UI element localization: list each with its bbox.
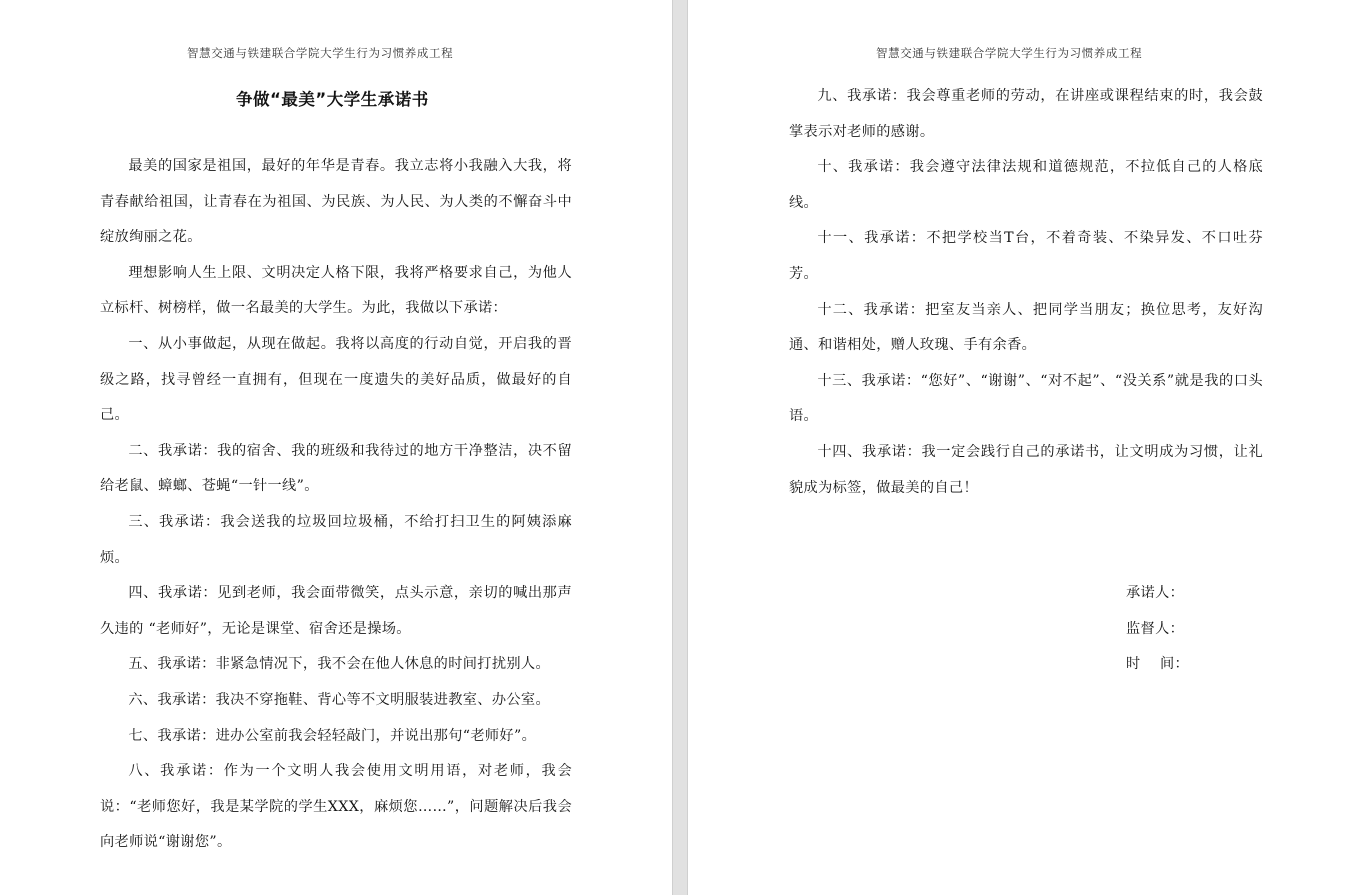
signature-block [1126, 576, 1189, 683]
paragraph: 三、我承诺：我会送我的垃圾回垃圾桶，不给打扫卫生的阿姨添麻烦。 [100, 513, 572, 566]
page-body [789, 79, 1263, 506]
document-page-2 [688, 0, 1361, 895]
paragraph: 十三、我承诺：“您好”、“谢谢”、“对不起”、“没关系”就是我的口头语。 [789, 372, 1263, 425]
promiser-label: 承诺人： [1126, 585, 1185, 601]
paragraph: 二、我承诺：我的宿舍、我的班级和我待过的地方干净整洁，决不留给老鼠、蟑螂、苍蝇“一针一线”。 [100, 442, 572, 495]
paragraph: 十四、我承诺：我一定会践行自己的承诺书，让文明成为习惯，让礼貌成为标签，做最美的自己！ [789, 443, 1263, 496]
paragraph: 四、我承诺：见到老师，我会面带微笑，点头示意，亲切的喊出那声久违的 “老师好”，无论是课堂、宿舍还是操场。 [100, 585, 572, 637]
paragraph: 最美的国家是祖国，最好的年华是青春。我立志将小我融入大我，将青春献给祖国，让青春在为祖国、为民族、为人民、为人类的不懈奋斗中绽放绚丽之花。 [100, 158, 572, 246]
page-body [100, 149, 572, 861]
paragraph: 理想影响人生上限、文明决定人格下限，我将严格要求自己，为他人立标杆、树榜样，做一名最美的大学生。为此，我做以下承诺： [100, 264, 572, 317]
paragraph: 七、我承诺：进办公室前我会轻轻敲门，并说出那句“老师好”。 [128, 727, 537, 744]
paragraph: 十二、我承诺：把室友当亲人、把同学当朋友；换位思考，友好沟通、和谐相处，赠人玫瑰、手有余香。 [789, 301, 1263, 354]
paragraph: 九、我承诺：我会尊重老师的劳动，在讲座或课程结束的时，我会鼓掌表示对老师的感谢。 [789, 88, 1263, 140]
paragraph: 八、我承诺：作为一个文明人我会使用文明用语，对老师，我会说：“老师您好，我是某学院的学生XXX，麻烦您……”，问题解决后我会向老师说“谢谢您”。 [100, 763, 572, 851]
page-header: 智慧交通与铁建联合学院大学生行为习惯养成工程 [187, 46, 454, 60]
document-page-1 [0, 0, 672, 895]
paragraph: 一、从小事做起，从现在做起。我将以高度的行动自觉，开启我的晋级之路，找寻曾经一直拥有，但现在一度遗失的美好品质，做最好的自己。 [100, 335, 572, 424]
document-title: 争做“最美”大学生承诺书 [236, 90, 429, 109]
supervisor-label: 监督人： [1126, 620, 1185, 637]
page-header: 智慧交通与铁建联合学院大学生行为习惯养成工程 [876, 46, 1143, 60]
paragraph: 十、我承诺：我会遵守法律法规和道德规范，不拉低自己的人格底线。 [789, 159, 1263, 211]
paragraph: 六、我承诺：我决不穿拖鞋、背心等不文明服装进教室、办公室。 [128, 691, 550, 708]
time-label: 时 间： [1126, 656, 1190, 673]
page-gutter [672, 0, 688, 895]
paragraph: 十一、我承诺：不把学校当T台，不着奇装、不染异发、不口吐芬芳。 [789, 230, 1263, 282]
paragraph: 五、我承诺：非紧急情况下，我不会在他人休息的时间打扰别人。 [128, 656, 550, 673]
